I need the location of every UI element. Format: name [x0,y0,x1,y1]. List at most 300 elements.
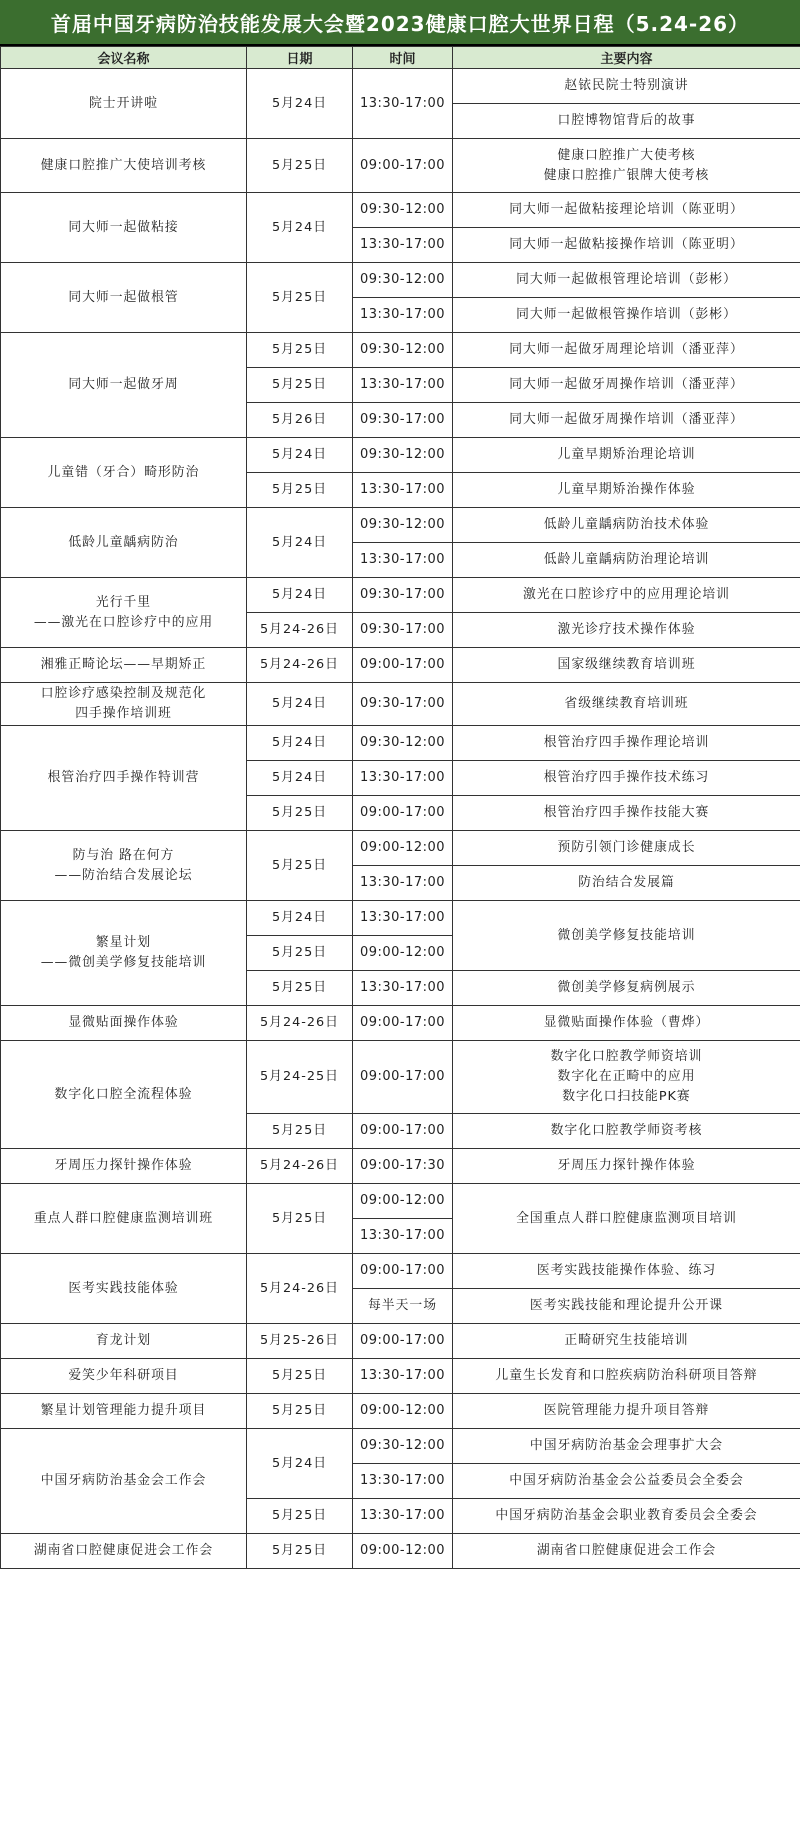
table-cell [1,1429,247,1534]
table-cell [353,1359,453,1394]
cell-text: 5月25日 [271,342,328,357]
cell-text: 繁星计划 ——微创美学修复技能培训 [40,935,207,970]
table-cell [453,796,800,831]
table-cell [353,1429,453,1464]
table-cell [247,1006,353,1041]
table-cell [353,69,453,139]
table-row [1,1041,800,1114]
table-cell [453,1041,800,1114]
cell-text: 5月24-26日 [260,657,339,672]
table-cell [247,971,353,1006]
cell-text: 根管治疗四手操作技能大赛 [543,805,710,820]
cell-text: 繁星计划管理能力提升项目 [40,1403,207,1418]
table-cell [453,298,800,333]
cell-text: 09:30-12:00 [359,272,446,287]
table-cell [1,1394,247,1429]
table-cell [453,613,800,648]
table-row [1,1534,800,1569]
table-cell [247,831,353,901]
cell-text: 医考实践技能体验 [68,1280,179,1296]
cell-text: 13:30-17:00 [359,95,446,111]
cell-text: 13:30-17:00 [359,1508,446,1523]
table-cell [1,193,247,263]
table-row [1,1149,800,1184]
header-content: 主要内容 [453,47,800,69]
cell-text: 光行千里 ——激光在口腔诊疗中的应用 [33,594,214,630]
header-time: 时间 [353,47,453,69]
table-cell [353,1394,453,1429]
cell-text: 09:00-12:00 [359,945,446,960]
table-cell [353,193,453,228]
cell-text: 5月25-26日 [260,1333,339,1348]
cell-text: 5月24-26日 [260,622,339,637]
cell-text: 09:30-17:00 [359,412,446,427]
cell-text: 湖南省口腔健康促进会工作会 [33,1543,214,1558]
table-cell [453,543,800,578]
table-cell [353,333,453,368]
cell-text: 5月24日 [271,1455,328,1471]
table-row [1,438,800,473]
cell-text: 5月25日 [271,157,328,173]
table-cell [453,683,800,726]
cell-text: 5月25日 [271,805,328,820]
cell-text: 09:00-12:00 [359,1403,446,1418]
cell-text: 同大师一起做粘接操作培训（陈亚明） [509,237,744,252]
table-cell [247,139,353,193]
table-cell [353,936,453,971]
cell-text: 09:00-12:00 [359,1543,446,1558]
cell-text: 数字化口腔教学师资考核 [550,1123,703,1138]
table-cell [353,298,453,333]
table-cell [353,1534,453,1569]
table-cell [247,403,353,438]
table-cell [353,1499,453,1534]
cell-text: 5月24日 [271,910,328,925]
cell-text: 13:30-17:00 [359,1368,446,1383]
cell-text: 5月24日 [271,219,328,235]
cell-text: 5月24-25日 [260,1069,339,1084]
table-cell [247,1149,353,1184]
cell-text: 中国牙病防治基金会公益委员会全委会 [509,1473,744,1488]
table-row [1,193,800,228]
table-row [1,683,800,726]
table-cell [247,613,353,648]
table-cell [353,228,453,263]
table-cell [353,508,453,543]
cell-text: 同大师一起做牙周操作培训（潘亚萍） [509,377,744,392]
table-cell [353,648,453,683]
table-cell [1,1006,247,1041]
table-row [1,1429,800,1464]
cell-text: 5月24日 [271,770,328,785]
cell-text: 09:00-12:00 [359,840,446,855]
table-cell [453,971,800,1006]
table-cell [1,831,247,901]
table-cell [353,139,453,193]
table-cell [247,473,353,508]
table-cell [247,368,353,403]
table-cell [353,1464,453,1499]
cell-text: 5月25日 [271,1508,328,1523]
table-cell [247,648,353,683]
cell-text: 口腔博物馆背后的故事 [557,113,696,128]
cell-text: 09:30-12:00 [359,447,446,462]
table-cell [247,761,353,796]
table-cell [247,193,353,263]
table-cell [247,1499,353,1534]
cell-text: 5月24日 [271,587,328,602]
table-row [1,901,800,936]
table-cell [453,1394,800,1429]
cell-text: 5月25日 [271,1543,328,1558]
table-cell [453,368,800,403]
cell-text: 5月25日 [271,857,328,873]
cell-text: 健康口腔推广大使培训考核 [40,157,207,173]
cell-text: 口腔诊疗感染控制及规范化 四手操作培训班 [40,686,207,721]
table-cell [453,1289,800,1324]
cell-text: 5月24日 [271,447,328,462]
cell-text: 5月25日 [271,980,328,995]
cell-text: 儿童生长发育和口腔疾病防治科研项目答辩 [495,1368,758,1383]
cell-text: 省级继续教育培训班 [564,696,689,711]
cell-text: 牙周压力探针操作体验 [557,1158,696,1173]
cell-text: 中国牙病防治基金会理事扩大会 [529,1438,724,1453]
cell-text: 医考实践技能和理论提升公开课 [529,1298,724,1313]
cell-text: 每半天一场 [368,1298,437,1313]
table-cell [453,438,800,473]
table-cell [1,1324,247,1359]
cell-text: 5月25日 [271,1368,328,1383]
table-cell [453,1254,800,1289]
table-cell [1,1149,247,1184]
table-cell [353,683,453,726]
cell-text: 5月25日 [271,289,328,305]
table-cell [247,69,353,139]
table-row [1,578,800,613]
cell-text: 09:30-12:00 [359,202,446,217]
table-cell [247,796,353,831]
table-cell [1,139,247,193]
table-cell [453,263,800,298]
cell-text: 09:30-17:00 [359,696,446,711]
cell-text: 显微贴面操作体验（曹烨） [543,1015,710,1030]
cell-text: 同大师一起做牙周理论培训（潘亚萍） [509,342,744,357]
table-cell [353,901,453,936]
cell-text: 5月25日 [271,1123,328,1138]
cell-text: 13:30-17:00 [359,1228,446,1243]
cell-text: 正畸研究生技能培训 [564,1333,689,1348]
cell-text: 国家级继续教育培训班 [557,657,696,672]
cell-text: 09:00-17:30 [359,1158,446,1173]
cell-text: 09:00-17:00 [359,1263,446,1278]
cell-text: 防与治 路在何方 ——防治结合发展论坛 [54,847,193,883]
table-cell [453,1006,800,1041]
cell-text: 09:00-17:00 [359,805,446,820]
header-row [1,47,800,69]
cell-text: 院士开讲啦 [89,95,158,111]
cell-text: 09:30-12:00 [359,735,446,750]
table-cell [1,901,247,1006]
cell-text: 同大师一起做根管操作培训（彭彬） [516,307,737,322]
cell-text: 13:30-17:00 [359,875,446,890]
table-cell [1,1534,247,1569]
table-cell [353,1219,453,1254]
cell-text: 数字化口腔全流程体验 [54,1086,193,1102]
cell-text: 09:00-17:00 [359,1069,446,1084]
cell-text: 09:30-12:00 [359,342,446,357]
table-cell [353,761,453,796]
table-cell [353,831,453,866]
table-cell [453,831,800,866]
table-cell [247,683,353,726]
table-row [1,1359,800,1394]
cell-text: 健康口腔推广大使考核 健康口腔推广银牌大使考核 [543,147,710,183]
table-cell [247,1429,353,1499]
cell-text: 激光诊疗技术操作体验 [557,622,696,637]
cell-text: 激光在口腔诊疗中的应用理论培训 [523,587,730,602]
cell-text: 5月25日 [271,482,328,497]
cell-text: 育龙计划 [95,1333,152,1348]
cell-text: 低龄儿童龋病防治理论培训 [543,552,710,567]
table-cell [247,726,353,761]
table-cell [1,648,247,683]
table-row [1,333,800,368]
cell-text: 13:30-17:00 [359,1473,446,1488]
table-cell [247,1324,353,1359]
cell-text: 13:30-17:00 [359,237,446,252]
table-cell [247,508,353,578]
table-cell [353,1149,453,1184]
cell-text: 09:30-12:00 [359,1438,446,1453]
table-cell [247,1534,353,1569]
table-cell [353,1184,453,1219]
table-cell [453,228,800,263]
table-row [1,831,800,866]
table-cell [1,1041,247,1149]
table-cell [453,866,800,901]
table-cell [353,543,453,578]
table-cell [453,69,800,104]
table-cell [453,403,800,438]
table-cell [1,69,247,139]
table-cell [1,1359,247,1394]
table-cell [1,438,247,508]
cell-text: 09:00-17:00 [359,1015,446,1030]
cell-text: 13:30-17:00 [359,482,446,497]
cell-text: 微创美学修复技能培训 [557,927,696,943]
table-cell [247,1114,353,1149]
table-row [1,1254,800,1289]
table-cell [453,901,800,971]
cell-text: 全国重点人群口腔健康监测项目培训 [516,1210,737,1226]
table-cell [453,1359,800,1394]
table-cell [247,1041,353,1114]
table-cell [353,1006,453,1041]
cell-text: 医考实践技能操作体验、练习 [536,1263,717,1278]
table-cell [353,263,453,298]
cell-text: 09:30-17:00 [359,622,446,637]
cell-text: 5月24-26日 [260,1280,339,1296]
cell-text: 5月24日 [271,696,328,711]
table-cell [247,1394,353,1429]
table-cell [453,193,800,228]
table-cell [247,901,353,936]
cell-text: 13:30-17:00 [359,552,446,567]
cell-text: 赵铱民院士特别演讲 [564,78,689,93]
table-row [1,263,800,298]
cell-text: 低龄儿童龋病防治 [68,534,179,550]
table-cell [453,1324,800,1359]
cell-text: 预防引领门诊健康成长 [557,840,696,855]
table-row [1,69,800,104]
table-cell [453,726,800,761]
schedule-body [1,69,800,1569]
table-row [1,648,800,683]
table-cell [453,648,800,683]
table-cell [453,333,800,368]
table-cell [453,139,800,193]
table-cell [247,1184,353,1254]
cell-text: 中国牙病防治基金会职业教育委员会全委会 [495,1508,758,1523]
table-row [1,1006,800,1041]
table-cell [453,578,800,613]
schedule-title: 首届中国牙病防治技能发展大会暨2023健康口腔大世界日程（5.24-26） [0,0,800,46]
table-cell [353,1289,453,1324]
cell-text: 湘雅正畸论坛——早期矫正 [40,657,207,672]
table-cell [1,508,247,578]
cell-text: 09:00-12:00 [359,1193,446,1208]
cell-text: 同大师一起做牙周操作培训（潘亚萍） [509,412,744,427]
table-cell [247,1359,353,1394]
cell-text: 中国牙病防治基金会工作会 [40,1473,207,1488]
table-cell [353,473,453,508]
cell-text: 13:30-17:00 [359,980,446,995]
cell-text: 13:30-17:00 [359,377,446,392]
table-row [1,1324,800,1359]
table-cell [453,104,800,139]
cell-text: 根管治疗四手操作特训营 [47,770,200,785]
cell-text: 医院管理能力提升项目答辩 [543,1403,710,1418]
table-cell [353,1324,453,1359]
table-cell [453,1184,800,1254]
cell-text: 同大师一起做根管 [68,289,179,305]
table-cell [247,438,353,473]
cell-text: 09:00-17:00 [359,1333,446,1348]
table-row [1,508,800,543]
table-cell [353,726,453,761]
cell-text: 5月25日 [271,945,328,960]
table-cell [453,1429,800,1464]
cell-text: 微创美学修复病例展示 [557,980,696,995]
table-cell [1,263,247,333]
table-cell [353,403,453,438]
cell-text: 5月26日 [271,412,328,427]
table-row [1,139,800,193]
table-cell [453,1149,800,1184]
table-cell [247,263,353,333]
table-cell [353,578,453,613]
cell-text: 同大师一起做粘接理论培训（陈亚明） [509,202,744,217]
table-cell [247,333,353,368]
table-cell [353,368,453,403]
table-cell [453,1534,800,1569]
cell-text: 儿童早期矫治理论培训 [557,447,696,462]
cell-text: 13:30-17:00 [359,770,446,785]
table-cell [1,1254,247,1324]
table-cell [353,613,453,648]
cell-text: 5月24日 [271,95,328,111]
cell-text: 13:30-17:00 [359,910,446,925]
table-row [1,1184,800,1219]
table-cell [453,1114,800,1149]
cell-text: 5月25日 [271,1210,328,1226]
cell-text: 09:00-17:00 [359,157,446,173]
cell-text: 5月24日 [271,735,328,750]
table-cell [353,796,453,831]
table-cell [453,508,800,543]
table-cell [453,1499,800,1534]
cell-text: 低龄儿童龋病防治技术体验 [543,517,710,532]
table-cell [353,866,453,901]
cell-text: 5月25日 [271,1403,328,1418]
table-cell [353,438,453,473]
cell-text: 儿童错（牙合）畸形防治 [47,464,200,480]
table-cell [247,578,353,613]
cell-text: 同大师一起做粘接 [68,219,179,235]
cell-text: 09:00-17:00 [359,1123,446,1138]
table-cell [247,936,353,971]
cell-text: 5月24-26日 [260,1015,339,1030]
cell-text: 5月24-26日 [260,1158,339,1173]
cell-text: 09:00-17:00 [359,657,446,672]
cell-text: 13:30-17:00 [359,307,446,322]
cell-text: 5月24日 [271,534,328,550]
cell-text: 湖南省口腔健康促进会工作会 [536,1543,717,1558]
table-cell [247,1254,353,1324]
table-cell [1,333,247,438]
table-row [1,726,800,761]
cell-text: 同大师一起做牙周 [68,377,179,392]
cell-text: 根管治疗四手操作理论培训 [543,735,710,750]
cell-text: 根管治疗四手操作技术练习 [543,770,710,785]
header-date: 日期 [247,47,353,69]
cell-text: 重点人群口腔健康监测培训班 [33,1210,214,1226]
cell-text: 09:30-12:00 [359,517,446,532]
table-cell [353,1041,453,1114]
cell-text: 防治结合发展篇 [578,875,675,890]
table-row [1,1394,800,1429]
cell-text: 同大师一起做根管理论培训（彭彬） [516,272,737,287]
cell-text: 儿童早期矫治操作体验 [557,482,696,497]
table-cell [1,726,247,831]
cell-text: 爱笑少年科研项目 [68,1368,179,1383]
table-cell [453,761,800,796]
table-cell [1,1184,247,1254]
cell-text: 09:30-17:00 [359,587,446,602]
schedule-table [0,46,800,1569]
header-meeting-name: 会议名称 [1,47,247,69]
table-cell [453,1464,800,1499]
table-cell [353,1254,453,1289]
table-cell [1,683,247,726]
table-cell [453,473,800,508]
cell-text: 显微贴面操作体验 [68,1015,179,1030]
table-cell [353,1114,453,1149]
table-cell [1,578,247,648]
table-cell [353,971,453,1006]
cell-text: 数字化口腔教学师资培训 数字化在正畸中的应用 数字化口扫技能PK赛 [550,1049,703,1104]
cell-text: 牙周压力探针操作体验 [54,1158,193,1173]
